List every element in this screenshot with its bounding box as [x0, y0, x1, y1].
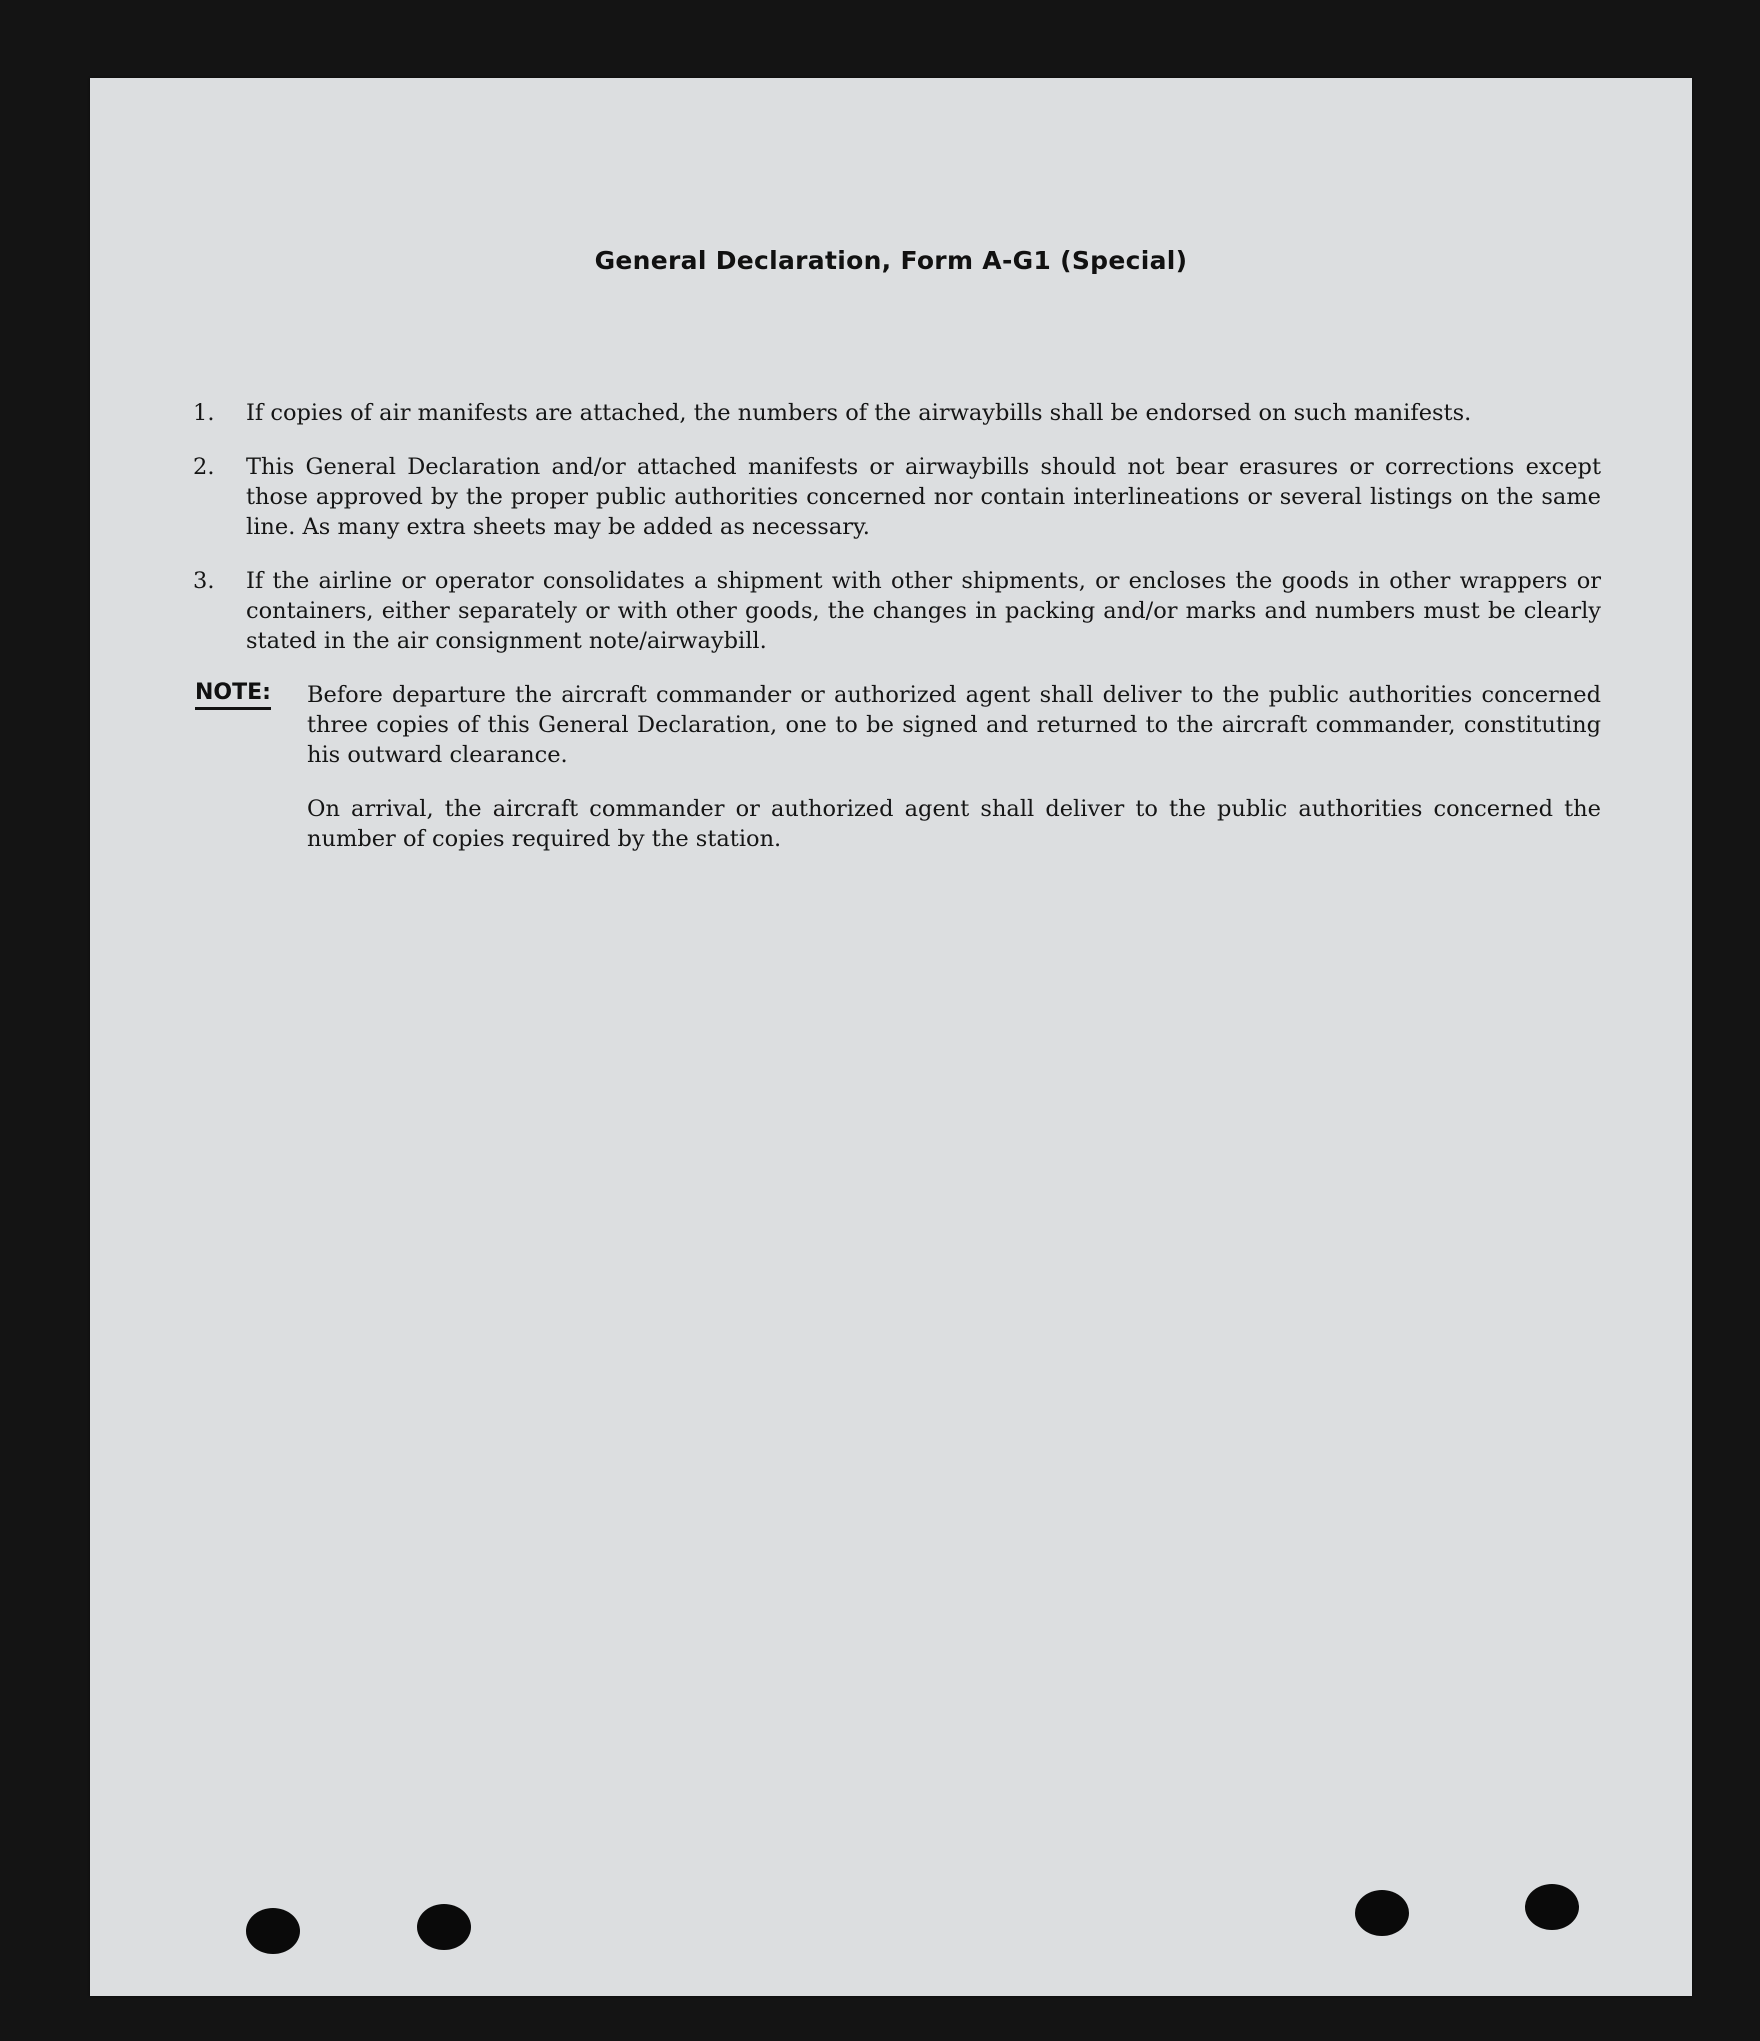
item-number: 2. — [193, 454, 215, 480]
punch-hole — [1525, 1884, 1579, 1930]
instruction-item-3 — [193, 566, 1601, 656]
item-text: If copies of air manifests are attached, the numbers of the airwaybills shall be endorsed on such manifests. — [246, 400, 1472, 426]
punch-hole — [417, 1904, 471, 1950]
punch-hole — [1355, 1890, 1409, 1936]
item-text: This General Declaration and/or attached manifests or airwaybills should not bear erasures or corrections except those approved by the proper public authorities concerned nor contain interlineations or several listings on the same line. As many extra sheets may be added as necessary. — [246, 454, 1601, 540]
item-number: 1. — [193, 400, 215, 426]
item-number: 3. — [193, 568, 215, 594]
instruction-item-1 — [193, 398, 1601, 428]
page-title: General Declaration, Form A-G1 (Special) — [594, 246, 1188, 275]
document-page — [90, 78, 1692, 1996]
item-text: If the airline or operator consolidates a shipment with other shipments, or encloses the goods in other wrappers or containers, either separately or with other goods, the changes in packing and/or marks and numbers must be clearly stated in the air consignment note/airwaybill. — [246, 568, 1601, 654]
note-paragraph-1: Before departure the aircraft commander or authorized agent shall deliver to the public authorities concerned three copies of this General Declaration, one to be signed and returned to the aircraft commander, constituting his outward clearance. — [307, 682, 1601, 768]
instruction-item-2 — [193, 452, 1601, 542]
punch-hole — [246, 1908, 300, 1954]
note-paragraph-2: On arrival, the aircraft commander or authorized agent shall deliver to the public authorities concerned the number of copies required by the station. — [307, 796, 1601, 852]
note-label: NOTE: — [195, 680, 271, 710]
